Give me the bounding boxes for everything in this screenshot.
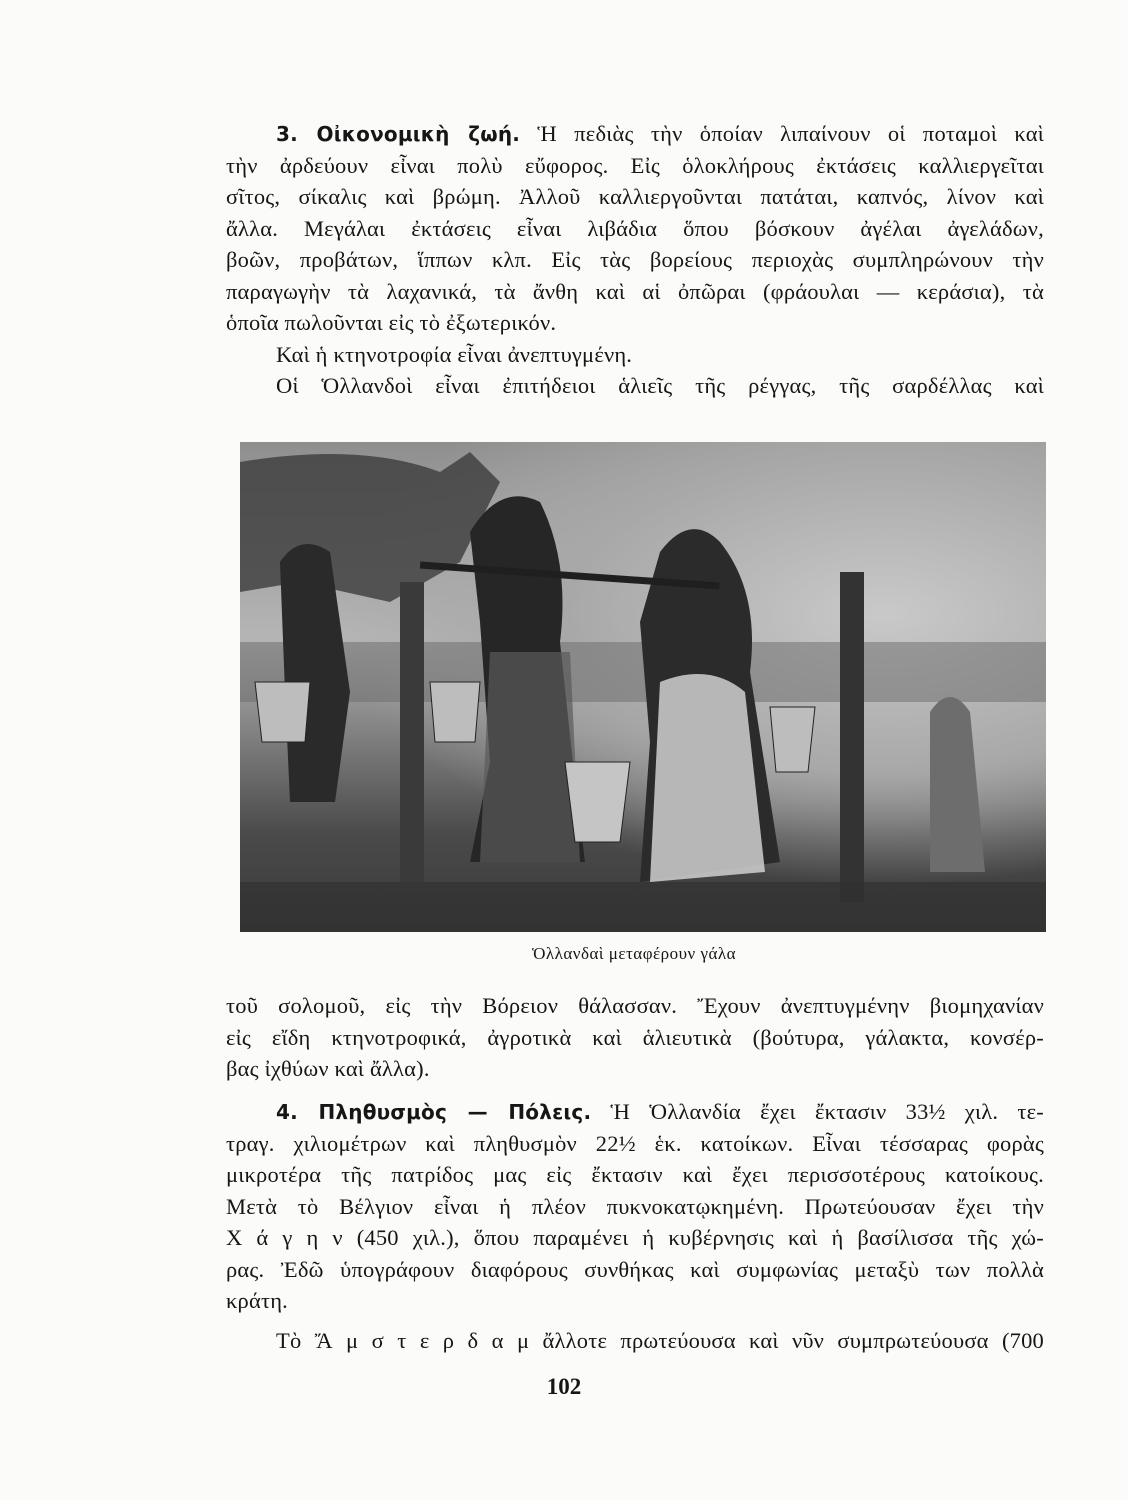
text-line: 4. Πληθυσμὸς — Πόλεις. Ἡ Ὁλλανδία ἔχει ἔκτασιν 33½ χιλ. τε- bbox=[276, 1099, 1044, 1124]
text-line: κράτη. bbox=[226, 1288, 288, 1313]
text-line: Καὶ ἡ κτηνοτροφία εἶναι ἀνεπτυγμένη. bbox=[276, 341, 633, 367]
section-3-heading: 3. Οἰκονομικὴ ζωή. bbox=[276, 122, 521, 146]
figure-photo-dutch-women-carrying-milk bbox=[240, 442, 1046, 932]
continuation-paragraph bbox=[226, 990, 1044, 1085]
text-line: τραγ. χιλιομέτρων καὶ πληθυσμὸν 22½ ἑκ. κατοίκων. Εἶναι τέσσαρας φορὰς bbox=[226, 1130, 1044, 1156]
text-line: Μετὰ τὸ Βέλγιον εἶναι ἡ πλέον πυκνοκατῳκημένη. Πρωτεύουσαν ἔχει τὴν bbox=[226, 1193, 1044, 1219]
text-line: Τὸ Ἄ μ σ τ ε ρ δ α μ ἄλλοτε πρωτεύουσα καὶ νῦν συμπρωτεύουσα (700 bbox=[276, 1327, 1044, 1353]
text-line: ρας. Ἐδῶ ὑπογράφουν διαφόρους συνθήκας καὶ συμφωνίας μεταξὺ των πολλὰ bbox=[226, 1256, 1044, 1282]
text-line: βας ἰχθύων καὶ ἄλλα). bbox=[226, 1056, 430, 1081]
text-line: τοῦ σολομοῦ, εἰς τὴν Βόρειον θάλασσαν. Ἔχουν ἀνεπτυγμένην βιομηχανίαν bbox=[226, 993, 1044, 1018]
section-4-heading: 4. Πληθυσμὸς — Πόλεις. bbox=[276, 1100, 592, 1124]
text-line: μικροτέρα τῆς πατρίδος μας εἰς ἔκτασιν καὶ ἔχει περισσοτέρους κατοίκους. bbox=[226, 1162, 1044, 1187]
text-line: εἰς εἴδη κτηνοτροφικά, ἀγροτικὰ καὶ ἁλιευτικὰ (βούτυρα, γάλακτα, κονσέρ- bbox=[226, 1024, 1044, 1050]
text-line: βοῶν, προβάτων, ἵππων κλπ. Εἰς τὰς βορείους περιοχὰς συμπληρώνουν τὴν bbox=[226, 247, 1044, 272]
text-line: τὴν ἀρδεύουν εἶναι πολὺ εὔφορος. Εἰς ὁλοκλήρους ἐκτάσεις καλλιεργεῖται bbox=[226, 152, 1044, 178]
section-4-paragraph bbox=[226, 1096, 1044, 1356]
text-line: σῖτος, σίκαλις καὶ βρώμη. Ἀλλοῦ καλλιεργοῦνται πατάται, καπνός, λίνον καὶ bbox=[226, 184, 1044, 209]
text-line: 3. Οἰκονομικὴ ζωή. Ἡ πεδιὰς τὴν ὁποίαν λιπαίνουν οἱ ποταμοὶ καὶ bbox=[276, 121, 1045, 146]
text-line: Χ ά γ η ν (450 χιλ.), ὅπου παραμένει ἡ κυβέρνησις καὶ ἡ βασίλισσα τῆς χώ- bbox=[226, 1225, 1044, 1250]
text-line: παραγωγὴν τὰ λαχανικά, τὰ ἄνθη καὶ αἱ ὀπῶραι (φράουλαι — κεράσια), τὰ bbox=[226, 278, 1044, 304]
text-line: ἄλλα. Μεγάλαι ἐκτάσεις εἶναι λιβάδια ὅπου βόσκουν ἀγέλαι ἀγελάδων, bbox=[226, 215, 1044, 241]
page-number: 102 bbox=[546, 1374, 582, 1399]
section-3-paragraph bbox=[226, 118, 1044, 402]
figure-caption: Ὁλλανδαὶ μεταφέρουν γάλα bbox=[531, 944, 737, 963]
text-line: Οἱ Ὁλλανδοὶ εἶναι ἐπιτήδειοι ἁλιεῖς τῆς ρέγγας, τῆς σαρδέλλας καὶ bbox=[276, 373, 1044, 398]
text-line: ὁποῖα πωλοῦνται εἰς τὸ ἐξωτερικόν. bbox=[226, 310, 557, 335]
